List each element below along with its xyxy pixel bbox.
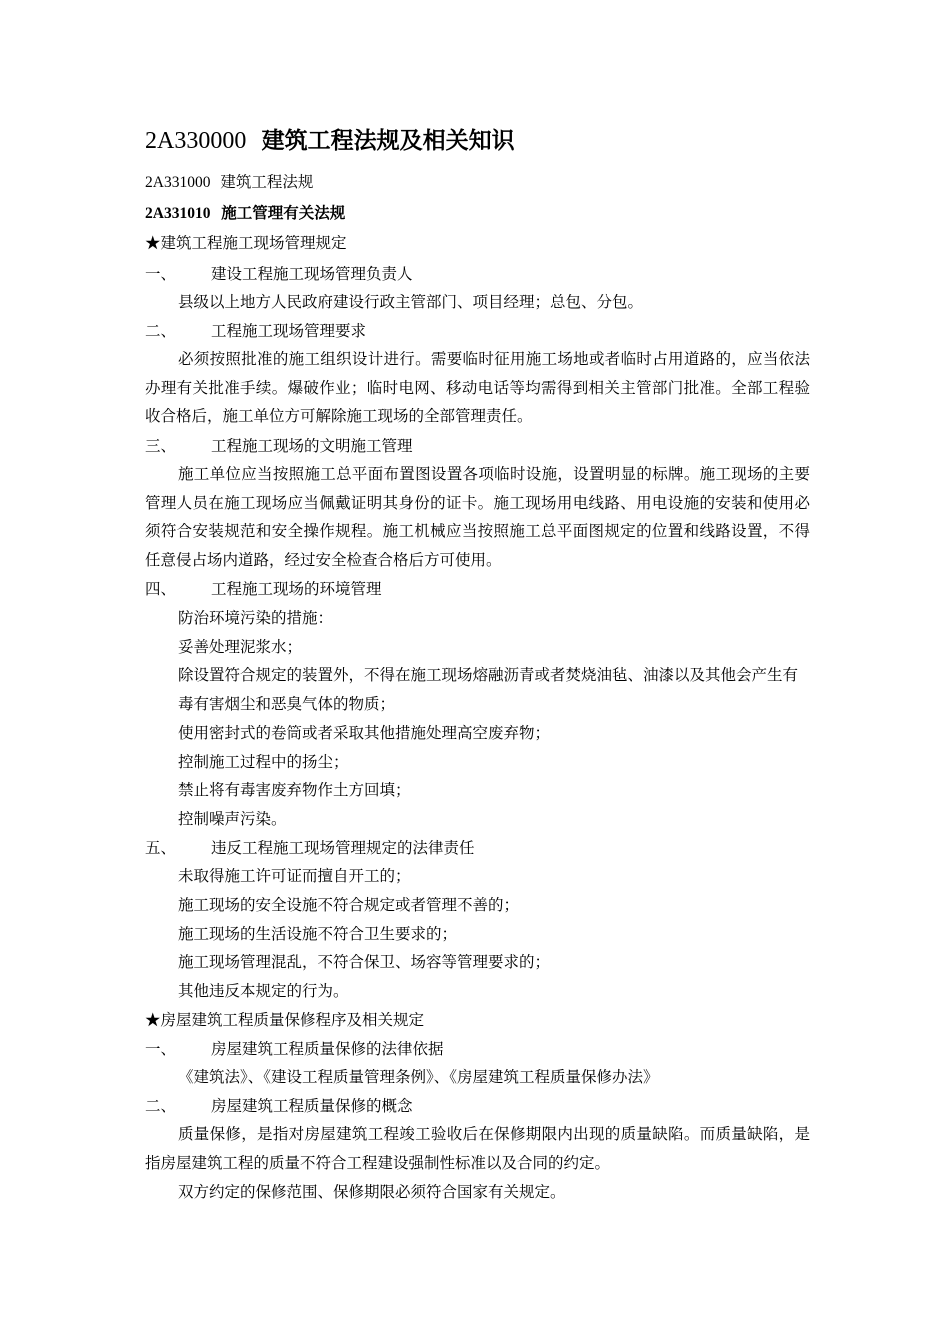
item-number: 一、 [145,265,177,283]
paragraph-responsible: 县级以上地方人民政府建设行政主管部门、项目经理；总包、分包。 [178,293,644,311]
liability-item: 其他违反本规定的行为。 [178,982,349,1000]
item-title: 工程施工现场的环境管理 [211,580,382,598]
liability-item: 施工现场的生活设施不符合卫生要求的； [178,925,458,943]
env-item: 控制噪声污染。 [178,810,287,828]
item-title: 房屋建筑工程质量保修的概念 [211,1097,413,1115]
item-heading-2 [145,321,366,341]
warranty-item-heading-2 [145,1096,413,1116]
item-heading-4 [145,579,382,599]
env-intro: 防治环境污染的措施： [178,609,334,627]
liability-item: 施工现场管理混乱，不符合保卫、场容等管理要求的； [178,953,551,971]
title-name: 建筑工程法规及相关知识 [261,128,515,154]
topic-heading-site-management: ★建筑工程施工现场管理规定 [145,234,347,252]
warranty-item-heading-1 [145,1039,444,1059]
paragraph-legal-basis: 《建筑法》、《建设工程质量管理条例》、《房屋建筑工程质量保修办法》 [178,1068,659,1086]
env-item: 妥善处理泥浆水； [178,638,303,656]
paragraph-civilized-construction: 施工单位应当按照施工总平面布置图设置各项临时设施，设置明显的标牌。施工现场的主要管理人员在施工现场应当佩戴证明其身份的证卡。施工现场用电线路、用电设施的安装和使用必须符合安装规范和安全操作规程。施工机械应当按照施工总平面图规定的位置和线路设置，不得任意侵占场内道路，经过安全检查合格后方可使用。 [145,465,810,570]
section-code: 2A331010 [145,205,211,222]
item-heading-5 [145,838,475,858]
section-heading [145,203,345,224]
item-heading-3 [145,436,413,456]
item-title: 违反工程施工现场管理规定的法律责任 [211,839,475,857]
item-title: 房屋建筑工程质量保修的法律依据 [211,1040,444,1058]
title-code: 2A330000 [145,128,247,154]
item-title: 建设工程施工现场管理负责人 [211,265,413,283]
chapter-name: 建筑工程法规 [220,173,314,191]
paragraph-warranty-scope: 双方约定的保修范围、保修期限必须符合国家有关规定。 [178,1183,566,1201]
item-number: 四、 [145,580,177,598]
item-number: 二、 [145,1097,177,1115]
item-number: 三、 [145,437,177,455]
paragraph-warranty-concept: 质量保修，是指对房屋建筑工程竣工验收后在保修期限内出现的质量缺陷。而质量缺陷，是指房屋建筑工程的质量不符合工程建设强制性标准以及合同的约定。 [145,1125,810,1172]
liability-item: 施工现场的安全设施不符合规定或者管理不善的； [178,896,520,914]
env-item: 控制施工过程中的扬尘； [178,753,349,771]
item-number: 二、 [145,322,177,340]
document-title [145,122,515,155]
topic-heading-warranty: ★房屋建筑工程质量保修程序及相关规定 [145,1011,425,1029]
item-number: 一、 [145,1040,177,1058]
item-title: 工程施工现场的文明施工管理 [211,437,413,455]
env-item: 使用密封式的卷筒或者采取其他措施处理高空废弃物； [178,724,551,742]
paragraph-requirements: 必须按照批准的施工组织设计进行。需要临时征用施工场地或者临时占用道路的，应当依法办理有关批准手续。爆破作业；临时电网、移动电话等均需得到相关主管部门批准。全部工程验收合格后，施工单位方可解除施工现场的全部管理责任。 [145,350,810,426]
env-item: 禁止将有毒害废弃物作土方回填； [178,781,411,799]
chapter-heading [145,172,313,193]
env-item: 除设置符合规定的装置外，不得在施工现场熔融沥青或者焚烧油毡、油漆以及其他会产生有毒有害烟尘和恶臭气体的物质； [178,666,799,713]
item-number: 五、 [145,839,177,857]
item-heading-1 [145,264,413,284]
chapter-code: 2A331000 [145,174,211,191]
item-title: 工程施工现场管理要求 [211,322,367,340]
liability-item: 未取得施工许可证而擅自开工的； [178,867,411,885]
section-name: 施工管理有关法规 [221,203,346,222]
